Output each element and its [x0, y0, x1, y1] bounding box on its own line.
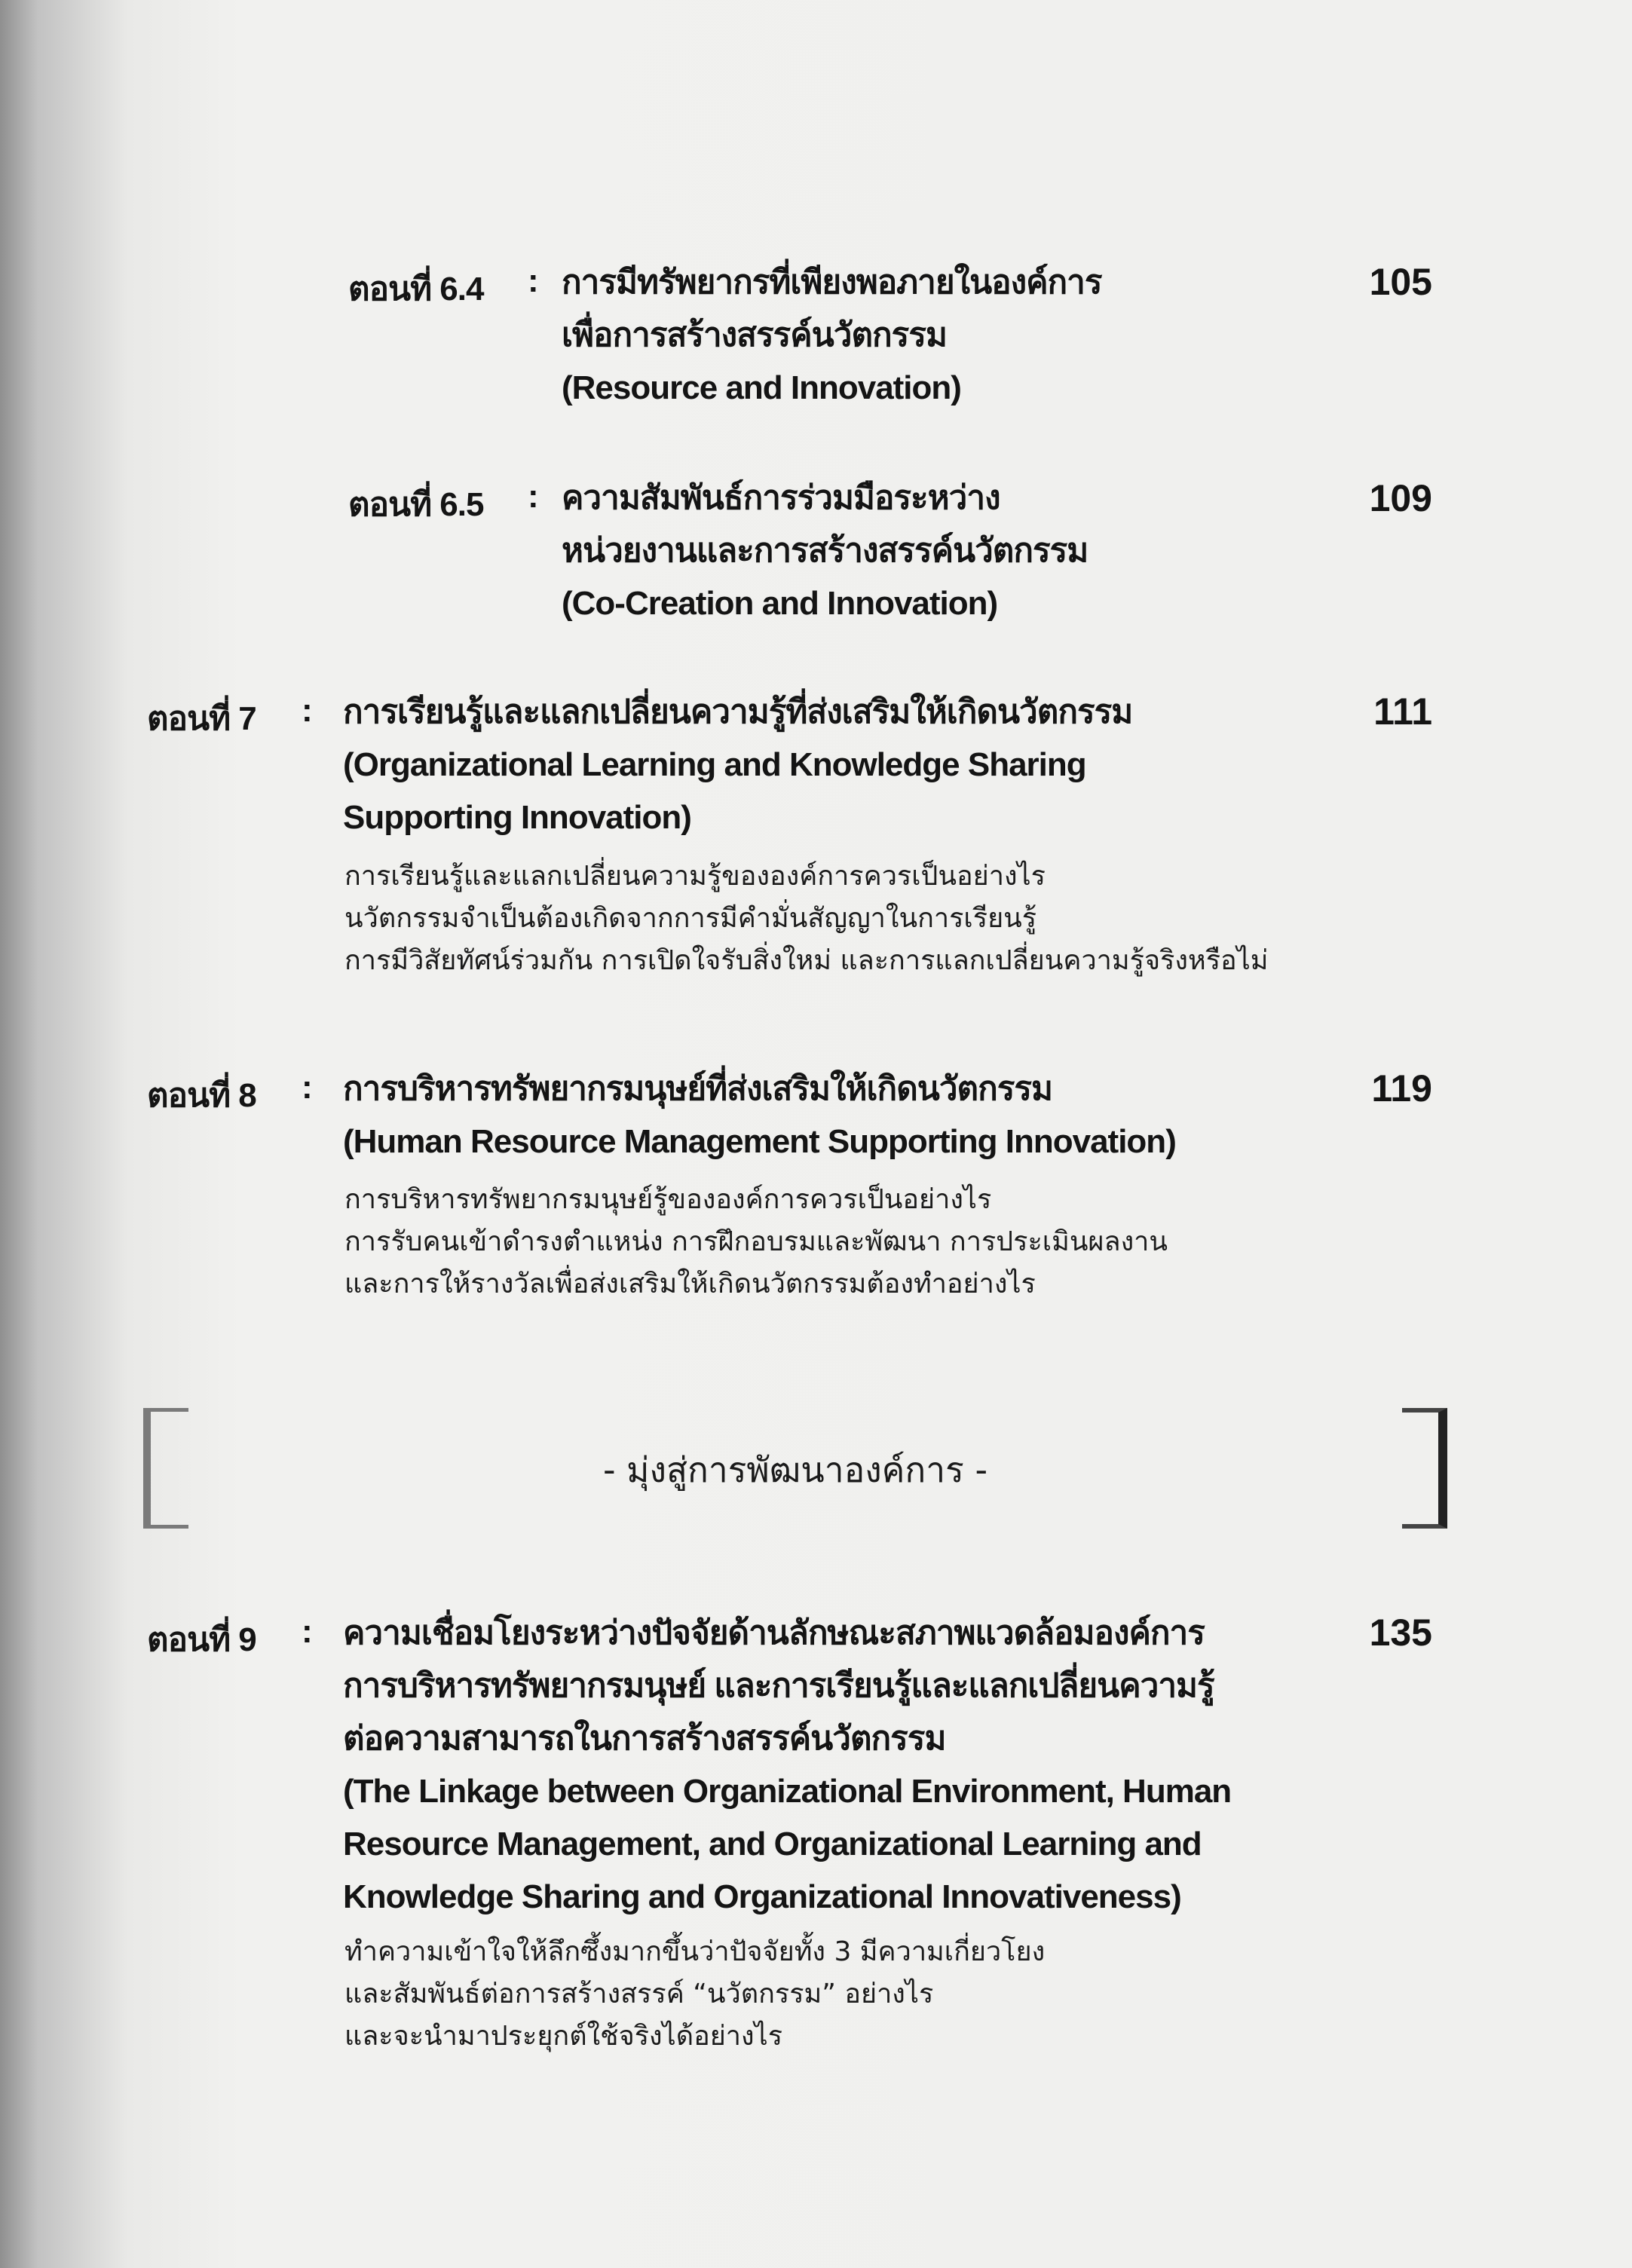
description-line: และสัมพันธ์ต่อการสร้างสรรค์ “นวัตกรรม” อย่างไร — [344, 1979, 934, 2009]
entry-label: ตอนที่ 6.5 — [348, 486, 484, 523]
description-line: การเรียนรู้และแลกเปลี่ยนความรู้ขององค์การควรเป็นอย่างไร — [344, 861, 1046, 892]
description-line: นวัตกรรมจำเป็นต้องเกิดจากการมีคำมั่นสัญญาในการเรียนรู้ — [344, 903, 1037, 934]
entry-label: ตอนที่ 7 — [147, 700, 256, 737]
description-line: ทำความเข้าใจให้ลึกซึ้งมากขึ้นว่าปัจจัยทั้ง 3 มีความเกี่ยวโยง — [344, 1936, 1046, 1967]
title-line: Supporting Innovation) — [343, 799, 691, 836]
title-line: เพื่อการสร้างสรรค์นวัตกรรม — [562, 317, 947, 354]
entry-title — [343, 1063, 1176, 1168]
title-line: การบริหารทรัพยากรมนุษย์ และการเรียนรู้และแลกเปลี่ยนความรู้ — [343, 1667, 1214, 1704]
entry-label: ตอนที่ 9 — [147, 1621, 256, 1658]
right-bracket-decoration — [1402, 1408, 1447, 1529]
entry-colon: : — [302, 692, 313, 729]
entry-label: ตอนที่ 8 — [147, 1077, 256, 1114]
entry-description — [344, 1931, 1045, 2058]
section-divider — [143, 1408, 1447, 1529]
entry-colon: : — [302, 1069, 313, 1106]
title-line: (Co-Creation and Innovation) — [562, 585, 998, 622]
entry-title — [562, 256, 1102, 415]
entry-page-number: 111 — [1373, 690, 1432, 733]
entry-colon: : — [302, 1613, 313, 1650]
title-line: (Human Resource Management Supporting Innovation) — [343, 1123, 1176, 1160]
title-line: การเรียนรู้และแลกเปลี่ยนความรู้ที่ส่งเสริมให้เกิดนวัตกรรม — [343, 693, 1133, 730]
entry-colon: : — [528, 478, 539, 515]
entry-page-number: 135 — [1369, 1611, 1432, 1654]
entry-title — [343, 1607, 1231, 1924]
title-line: หน่วยงานและการสร้างสรรค์นวัตกรรม — [562, 532, 1089, 569]
entry-page-number: 109 — [1369, 477, 1432, 519]
section-heading: - มุ่งสู่การพัฒนาองค์การ - — [602, 1449, 988, 1490]
title-line: ความเชื่อมโยงระหว่างปัจจัยด้านลักษณะสภาพแวดล้อมองค์การ — [343, 1615, 1205, 1651]
title-line: (The Linkage between Organizational Environment, Human — [343, 1773, 1232, 1810]
title-line: ความสัมพันธ์การร่วมมือระหว่าง — [562, 479, 1000, 516]
title-line: การบริหารทรัพยากรมนุษย์ที่ส่งเสริมให้เกิดนวัตกรรม — [343, 1070, 1053, 1107]
entry-title — [562, 472, 1088, 630]
description-line: การมีวิสัยทัศน์ร่วมกัน การเปิดใจรับสิ่งใหม่ และการแลกเปลี่ยนความรู้จริงหรือไม่ — [344, 945, 1269, 976]
entry-title — [343, 686, 1132, 844]
title-line: Resource Management, and Organizational Learning and — [343, 1826, 1202, 1862]
title-line: ต่อความสามารถในการสร้างสรรค์นวัตกรรม — [343, 1720, 946, 1757]
entry-page-number: 119 — [1371, 1067, 1432, 1110]
entry-description — [344, 1179, 1168, 1305]
entry-description — [344, 855, 1269, 982]
description-line: และการให้รางวัลเพื่อส่งเสริมให้เกิดนวัตกรรมต้องทำอย่างไร — [344, 1269, 1036, 1299]
entry-colon: : — [528, 262, 539, 299]
title-line: Knowledge Sharing and Organizational Innovativeness) — [343, 1878, 1181, 1915]
entry-page-number: 105 — [1369, 261, 1432, 303]
title-line: (Resource and Innovation) — [562, 369, 961, 406]
description-line: และจะนำมาประยุกต์ใช้จริงได้อย่างไร — [344, 2021, 783, 2052]
title-line: การมีทรัพยากรที่เพียงพอภายในองค์การ — [562, 264, 1102, 301]
title-line: (Organizational Learning and Knowledge Sharing — [343, 746, 1086, 783]
description-line: การรับคนเข้าดำรงตำแหน่ง การฝึกอบรมและพัฒนา การประเมินผลงาน — [344, 1226, 1168, 1257]
entry-label: ตอนที่ 6.4 — [348, 271, 484, 308]
description-line: การบริหารทรัพยากรมนุษย์รู้ขององค์การควรเป็นอย่างไร — [344, 1184, 992, 1215]
